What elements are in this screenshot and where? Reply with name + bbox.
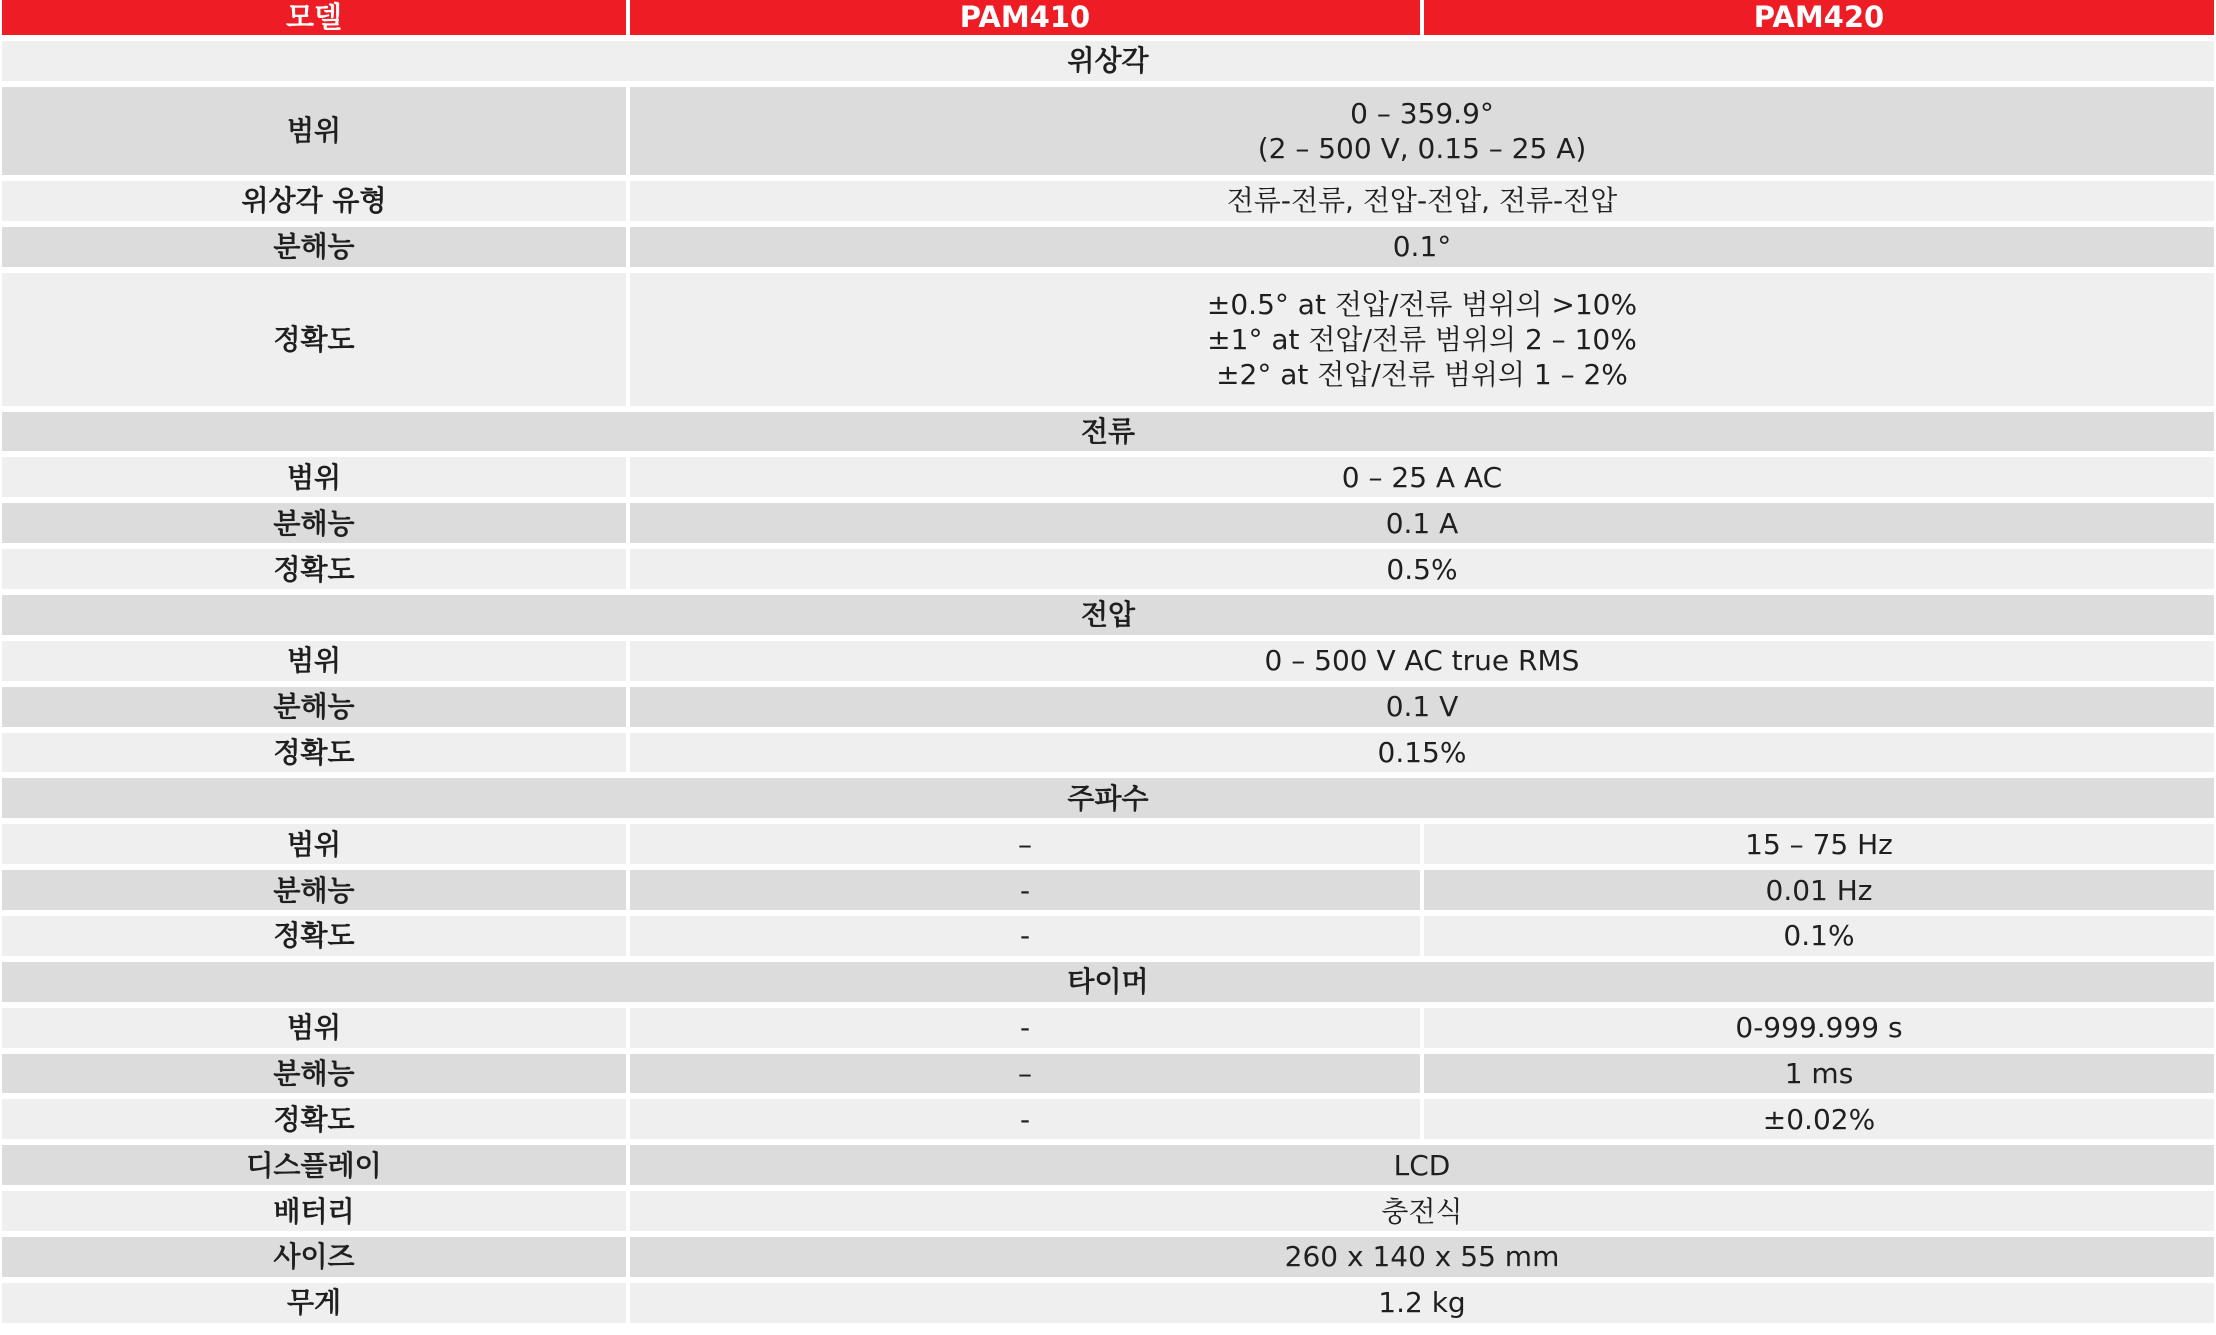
spec-label: 범위 <box>2 87 626 175</box>
spec-value: 0.15% <box>630 733 2214 773</box>
spec-row <box>2 733 2214 773</box>
spec-label: 범위 <box>2 641 626 681</box>
spec-value-pam410: - <box>630 1008 1420 1048</box>
spec-label: 범위 <box>2 824 626 864</box>
spec-label: 범위 <box>2 457 626 497</box>
spec-label: 정확도 <box>2 549 626 589</box>
section-row <box>2 595 2214 635</box>
spec-label: 사이즈 <box>2 1237 626 1277</box>
spec-row <box>2 273 2214 406</box>
spec-value-pam410: – <box>630 824 1420 864</box>
spec-row <box>2 824 2214 864</box>
section-title: 주파수 <box>2 778 2214 818</box>
spec-value: 1.2 kg <box>630 1283 2214 1323</box>
spec-value-pam420: 1 ms <box>1424 1054 2214 1094</box>
spec-row <box>2 641 2214 681</box>
spec-value: ±0.5° at 전압/전류 범위의 >10% ±1° at 전압/전류 범위의 2 – 10% ±2° at 전압/전류 범위의 1 – 2% <box>630 273 2214 406</box>
spec-value: 전류-전류, 전압-전압, 전류-전압 <box>630 181 2214 221</box>
spec-label: 정확도 <box>2 273 626 406</box>
spec-value: LCD <box>630 1145 2214 1185</box>
spec-label: 정확도 <box>2 916 626 956</box>
spec-value-pam410: - <box>630 1099 1420 1139</box>
spec-value: 0 – 25 A AC <box>630 457 2214 497</box>
section-row <box>2 41 2214 81</box>
spec-label: 배터리 <box>2 1191 626 1231</box>
section-row <box>2 962 2214 1002</box>
spec-row <box>2 1054 2214 1094</box>
spec-value: 충전식 <box>630 1191 2214 1231</box>
spec-row <box>2 181 2214 221</box>
spec-value-pam420: 0-999.999 s <box>1424 1008 2214 1048</box>
spec-label: 분해능 <box>2 870 626 910</box>
header-row <box>2 0 2214 35</box>
spec-row <box>2 227 2214 267</box>
header-pam420: PAM420 <box>1424 0 2214 35</box>
spec-row <box>2 870 2214 910</box>
spec-label: 분해능 <box>2 503 626 543</box>
spec-row <box>2 1008 2214 1048</box>
spec-row <box>2 1145 2214 1185</box>
spec-value-pam410: - <box>630 870 1420 910</box>
section-row <box>2 412 2214 452</box>
spec-row <box>2 916 2214 956</box>
spec-value-pam420: 15 – 75 Hz <box>1424 824 2214 864</box>
header-model-label: 모델 <box>2 0 626 35</box>
spec-value: 0.1 V <box>630 687 2214 727</box>
spec-row <box>2 549 2214 589</box>
spec-label: 무게 <box>2 1283 626 1323</box>
spec-label: 분해능 <box>2 687 626 727</box>
spec-value-pam410: – <box>630 1054 1420 1094</box>
spec-label: 정확도 <box>2 1099 626 1139</box>
spec-label: 분해능 <box>2 227 626 267</box>
spec-value: 0.1° <box>630 227 2214 267</box>
spec-row <box>2 1283 2214 1323</box>
spec-row <box>2 503 2214 543</box>
section-row <box>2 778 2214 818</box>
spec-value-pam420: 0.01 Hz <box>1424 870 2214 910</box>
spec-row <box>2 87 2214 175</box>
section-title: 전류 <box>2 412 2214 452</box>
spec-label: 디스플레이 <box>2 1145 626 1185</box>
section-title: 타이머 <box>2 962 2214 1002</box>
spec-value-pam420: 0.1% <box>1424 916 2214 956</box>
spec-value: 0 – 500 V AC true RMS <box>630 641 2214 681</box>
spec-row <box>2 687 2214 727</box>
spec-label: 범위 <box>2 1008 626 1048</box>
spec-row <box>2 1237 2214 1277</box>
spec-row <box>2 1191 2214 1231</box>
spec-label: 분해능 <box>2 1054 626 1094</box>
spec-value-pam420: ±0.02% <box>1424 1099 2214 1139</box>
spec-body <box>2 41 2214 1323</box>
spec-label: 위상각 유형 <box>2 181 626 221</box>
spec-value: 0 – 359.9° (2 – 500 V, 0.15 – 25 A) <box>630 87 2214 175</box>
section-title: 위상각 <box>2 41 2214 81</box>
spec-value: 0.1 A <box>630 503 2214 543</box>
header-pam410: PAM410 <box>630 0 1420 35</box>
spec-value-pam410: - <box>630 916 1420 956</box>
section-title: 전압 <box>2 595 2214 635</box>
spec-value: 260 x 140 x 55 mm <box>630 1237 2214 1277</box>
spec-value: 0.5% <box>630 549 2214 589</box>
spec-row <box>2 1099 2214 1139</box>
spec-row <box>2 457 2214 497</box>
spec-label: 정확도 <box>2 733 626 773</box>
